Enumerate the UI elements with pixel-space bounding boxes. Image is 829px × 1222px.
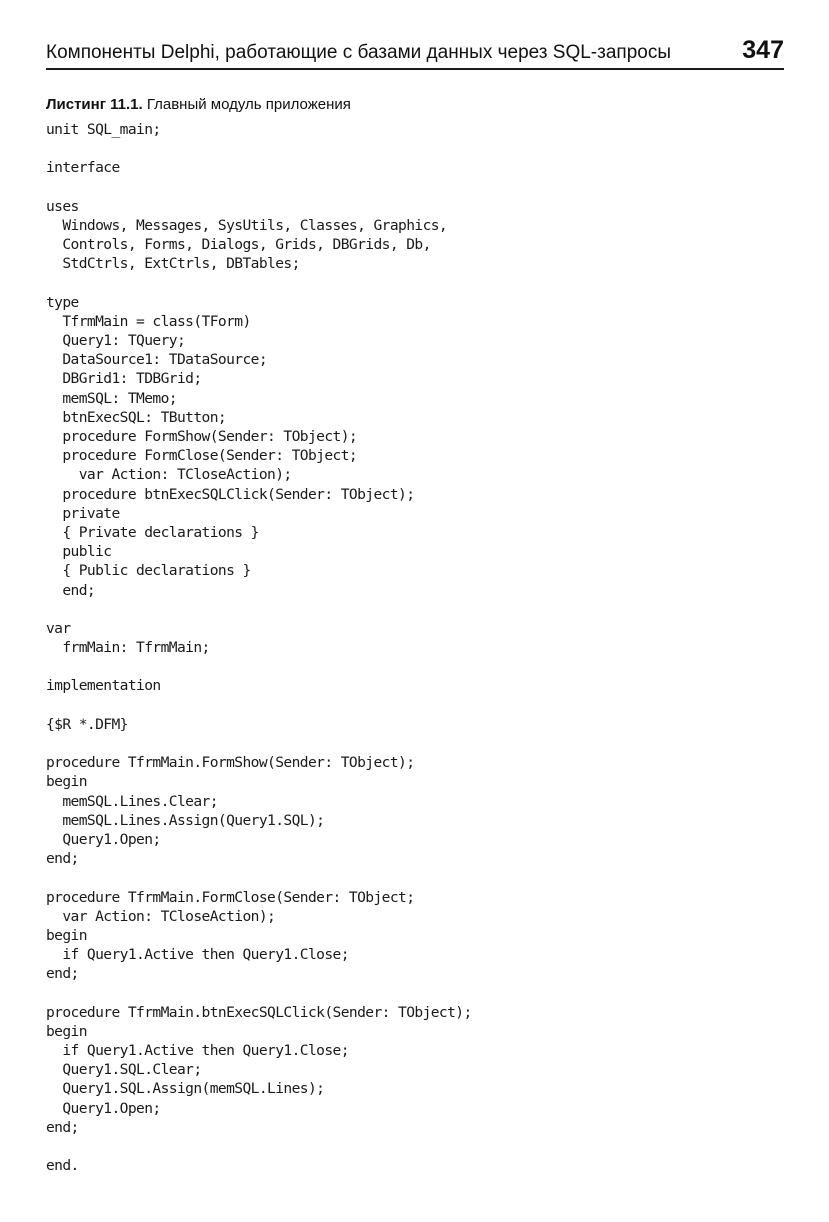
code-line [46, 868, 472, 887]
code-line: btnExecSQL: TButton; [46, 408, 227, 426]
code-line: procedure TfrmMain.FormShow(Sender: TObject); [46, 754, 415, 772]
code-line: procedure TfrmMain.FormClose(Sender: TObject; [46, 888, 415, 906]
listing-caption-text: Главный модуль приложения [142, 96, 351, 113]
code-line: Query1: TQuery; [46, 332, 186, 350]
code-line: memSQL.Lines.Assign(Query1.SQL); [46, 811, 325, 829]
code-line: {$R *.DFM} [46, 715, 128, 733]
code-line: end; [46, 850, 79, 868]
running-head [46, 38, 784, 70]
code-line: end; [46, 965, 79, 983]
code-line: memSQL: TMemo; [46, 389, 177, 407]
code-line: Query1.Open; [46, 830, 161, 848]
code-line: procedure FormShow(Sender: TObject); [46, 428, 358, 445]
listing-caption [46, 96, 351, 113]
code-line: var Action: TCloseAction); [46, 907, 276, 925]
code-line: implementation [46, 677, 161, 695]
code-line: Windows, Messages, SysUtils, Classes, Graphics, [46, 216, 448, 234]
code-line: var Action: TCloseAction); [46, 466, 292, 484]
code-line: memSQL.Lines.Clear; [46, 792, 218, 810]
code-line: begin [46, 773, 87, 791]
code-line: end; [46, 1118, 79, 1136]
code-line [46, 696, 472, 715]
code-line: begin [46, 926, 87, 944]
code-line [46, 1137, 472, 1156]
code-line: var [46, 619, 71, 637]
code-line [46, 274, 472, 293]
code-line: Query1.Open; [46, 1099, 161, 1117]
code-line: frmMain: TfrmMain; [46, 639, 210, 657]
page-number: 347 [742, 36, 784, 64]
listing-label: Листинг 11.1. [46, 96, 143, 113]
code-line [46, 983, 472, 1002]
code-line [46, 178, 472, 197]
code-line [46, 657, 472, 676]
code-line: TfrmMain = class(TForm) [46, 312, 251, 330]
running-head-title: Компоненты Delphi, работающие с базами данных через SQL-запросы [46, 42, 671, 63]
code-line: interface [46, 159, 120, 177]
code-line: DataSource1: TDataSource; [46, 351, 268, 369]
code-line: procedure FormClose(Sender: TObject; [46, 447, 358, 465]
code-listing [46, 120, 472, 1175]
code-line: procedure btnExecSQLClick(Sender: TObject); [46, 485, 415, 503]
code-line: type [46, 293, 79, 311]
code-line: begin [46, 1022, 87, 1040]
code-line [46, 600, 472, 619]
code-line: Controls, Forms, Dialogs, Grids, DBGrids, Db, [46, 236, 431, 254]
code-line: DBGrid1: TDBGrid; [46, 370, 202, 388]
code-line: uses [46, 197, 79, 215]
code-line: procedure TfrmMain.btnExecSQLClick(Sender: TObject); [46, 1003, 472, 1021]
code-line: StdCtrls, ExtCtrls, DBTables; [46, 255, 300, 273]
code-line: Query1.SQL.Assign(memSQL.Lines); [46, 1080, 325, 1098]
code-line [46, 139, 472, 158]
code-line: end; [46, 581, 96, 599]
code-line: { Public declarations } [46, 562, 251, 580]
code-line: public [46, 543, 112, 561]
code-line [46, 734, 472, 753]
code-line: if Query1.Active then Query1.Close; [46, 946, 349, 964]
code-line: private [46, 504, 120, 522]
code-line: { Private declarations } [46, 523, 259, 541]
code-line: unit SQL_main; [46, 121, 161, 138]
code-line: Query1.SQL.Clear; [46, 1061, 202, 1079]
code-line: end. [46, 1157, 79, 1175]
code-line: if Query1.Active then Query1.Close; [46, 1042, 349, 1059]
